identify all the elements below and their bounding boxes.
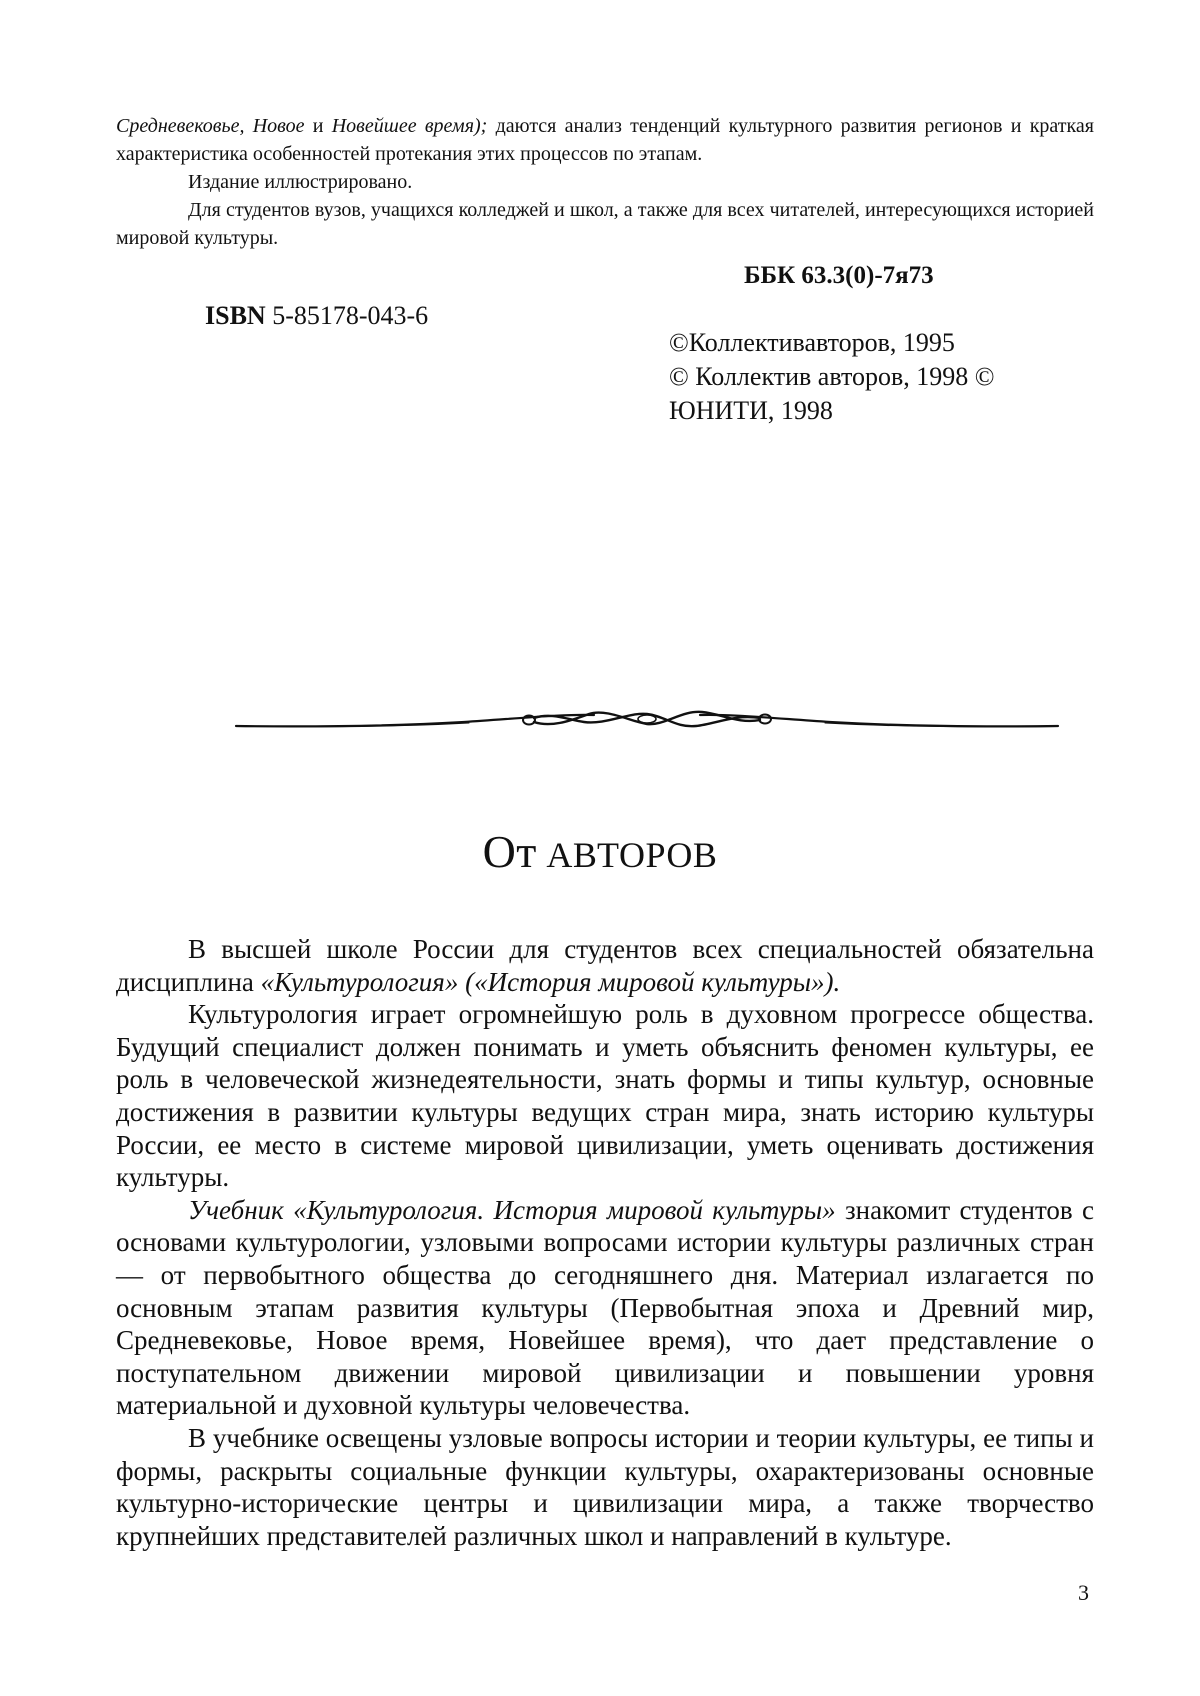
- body-paragraph-1-text: В высшей школе России для студентов всех специальностей обязательна дисциплина: [116, 934, 1094, 997]
- isbn-number: 5-85178-043-6: [265, 301, 429, 330]
- audience-note: Для студентов вузов, учащихся колледжей и школ, а также для всех читателей, интересующихся историей мировой культуры.: [116, 199, 1094, 249]
- annotation-italic-2: Новейшее время);: [331, 115, 488, 137]
- body-paragraph-3-text: знакомит студентов с основами культурологии, узловыми вопросами истории культуры различных стран — от первобытного общества до сегодняшнего дня. Материал излагается по основным этапам развития культуры (Первобытная эпоха и Древний мир, Средневековье, Новое время, Новейшее время), что дает представление о поступательном движении мировой цивилизации и повышении уровня материальной и духовной культуры человечества.: [116, 1194, 1094, 1421]
- page-number: 3: [1078, 1580, 1089, 1605]
- annotation-text: даются анализ тенденций культурного развития регионов и краткая характеристика особенностей протекания этих процессов по этапам.: [116, 115, 1095, 165]
- copyright-block: [669, 326, 995, 428]
- annotation-conjunction: и: [304, 115, 332, 137]
- isbn: [205, 301, 428, 331]
- annotation-paragraph: [116, 112, 1094, 168]
- copyright-line-3: ЮНИТИ, 1998: [669, 396, 833, 425]
- body-text: [116, 933, 1094, 1552]
- body-paragraph-3-italic: Учебник «Культурология. История мировой культуры»: [188, 1194, 836, 1225]
- section-title-lower: т: [516, 826, 537, 877]
- body-paragraph-2: Культурология играет огромнейшую роль в духовном прогрессе общества. Будущий специалист должен понимать и уметь объяснить феномен культуры, ее роль в человеческой жизнедеятельности, знать формы и типы культур, основные достижения в развитии культуры ведущих стран мира, знать историю культуры России, ее место в системе мировой цивилизации, уметь оценивать достижения культуры.: [116, 999, 1094, 1193]
- body-paragraph-1-italic: «Культурология» («История мировой культуры»).: [260, 966, 841, 997]
- section-title: [0, 825, 1200, 878]
- copyright-line-1: ©Коллективавторов, 1995: [669, 328, 955, 357]
- flourish-divider: [234, 700, 1060, 744]
- body-paragraph-3: [116, 1194, 1094, 1422]
- body-paragraph-4: В учебнике освещены узловые вопросы истории и теории культуры, ее типы и формы, раскрыты социальные функции культуры, охарактеризованы основные культурно-исторические центры и цивилизации мира, а также творчество крупнейших представителей различных школ и направлений в культуре.: [116, 1422, 1094, 1551]
- annotation-italic-1: Средневековье, Новое: [116, 115, 305, 137]
- section-title-rest: АВТОРОВ: [536, 835, 718, 875]
- isbn-label: ISBN: [205, 301, 266, 330]
- body-paragraph-1: [116, 933, 1094, 998]
- annotation-block: [116, 112, 1094, 252]
- section-title-cap: О: [482, 826, 517, 877]
- bbk-code: ББК 63.3(0)-7я73: [744, 262, 934, 289]
- copyright-line-2: © Коллектив авторов, 1998 ©: [669, 362, 995, 391]
- illustrated-note: Издание иллюстрировано.: [188, 171, 413, 193]
